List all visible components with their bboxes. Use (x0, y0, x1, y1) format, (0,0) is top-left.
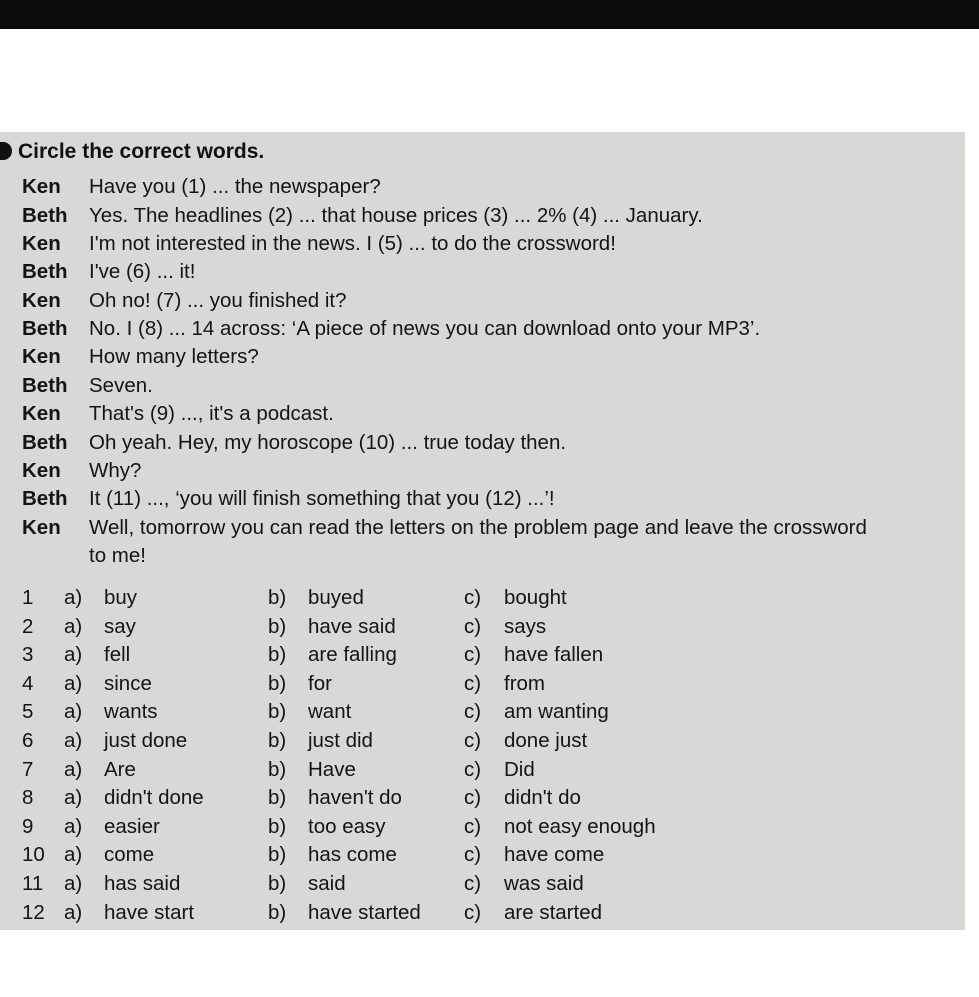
choice-text: from (504, 671, 545, 695)
choice-text: just did (308, 729, 373, 752)
instruction-bullet (0, 142, 12, 160)
choice-b[interactable] (268, 586, 364, 610)
dialogue-text: I'm not interested in the news. I (5) ... to do the crossword! (89, 232, 616, 255)
choice-b[interactable] (268, 758, 356, 782)
choice-letter: a) (64, 814, 83, 838)
option-row (0, 729, 960, 757)
dialogue-line (22, 516, 867, 540)
speaker-name: Beth (22, 260, 68, 283)
choice-text: Are (104, 757, 136, 781)
choice-letter: b) (268, 700, 287, 724)
choice-letter: b) (268, 872, 287, 895)
choice-text: have fallen (504, 643, 604, 667)
option-row (0, 643, 960, 671)
dialogue-text: I've (6) ... it! (89, 260, 196, 283)
choice-a[interactable] (64, 615, 136, 639)
choice-text: wants (104, 700, 158, 724)
choice-letter: a) (64, 900, 83, 924)
choice-text: says (504, 614, 547, 638)
choice-letter: c) (464, 586, 482, 609)
choice-a[interactable] (64, 672, 152, 696)
choice-a[interactable] (64, 643, 130, 667)
speaker-name: Ken (22, 345, 61, 368)
choice-text: have started (308, 900, 421, 924)
choice-text: was said (504, 872, 584, 895)
speaker-name: Ken (22, 459, 61, 482)
question-number: 11 (22, 872, 44, 895)
question-number: 1 (22, 586, 34, 609)
choice-letter: c) (464, 700, 482, 724)
choice-text: for (308, 671, 332, 695)
dialogue-line (22, 431, 566, 455)
choice-a[interactable] (64, 901, 194, 925)
dialogue-text: No. I (8) ... 14 across: ‘A piece of news you can download onto your MP3’. (89, 317, 761, 340)
option-row (0, 758, 960, 786)
worksheet-page (0, 132, 965, 930)
choice-b[interactable] (268, 672, 332, 696)
choice-text: have start (104, 900, 195, 924)
choice-c[interactable] (464, 872, 584, 896)
choice-c[interactable] (464, 729, 587, 753)
speaker-name: Ken (22, 402, 61, 425)
choice-letter: a) (64, 586, 83, 609)
dialogue-line (22, 260, 195, 284)
choice-text: Did (504, 757, 535, 781)
option-row (0, 901, 960, 929)
question-number: 6 (22, 729, 34, 752)
choice-letter: b) (268, 757, 287, 781)
speaker-name: Beth (22, 317, 68, 340)
choice-c[interactable] (464, 901, 602, 925)
choice-text: haven't do (308, 786, 402, 810)
question-number: 8 (22, 786, 34, 810)
option-row (0, 615, 960, 643)
choice-letter: c) (464, 757, 482, 781)
speaker-name: Ken (22, 516, 61, 539)
choice-letter: a) (64, 872, 83, 895)
choice-letter: a) (64, 843, 83, 867)
choice-text: am wanting (504, 700, 609, 724)
dialogue-line (22, 402, 334, 426)
choice-c[interactable] (464, 843, 604, 867)
dialogue-text: How many letters? (89, 345, 259, 368)
dialogue-text: That's (9) ..., it's a podcast. (89, 402, 334, 425)
choice-b[interactable] (268, 700, 351, 724)
choice-a[interactable] (64, 872, 180, 896)
option-row (0, 815, 960, 843)
option-row (0, 786, 960, 814)
choice-b[interactable] (268, 815, 386, 839)
choice-a[interactable] (64, 758, 136, 782)
dialogue-text: Have you (1) ... the newspaper? (89, 175, 381, 198)
choice-b[interactable] (268, 643, 397, 667)
choice-text: are falling (308, 643, 397, 667)
choice-b[interactable] (268, 729, 373, 753)
dialogue-line (22, 374, 153, 398)
choice-letter: a) (64, 757, 83, 781)
option-row (0, 672, 960, 700)
option-row (0, 843, 960, 871)
choice-text: done just (504, 729, 588, 752)
choice-letter: a) (64, 671, 83, 695)
choice-c[interactable] (464, 672, 545, 696)
dialogue-line (22, 289, 347, 313)
choice-text: bought (504, 586, 567, 609)
dialogue-text: Oh yeah. Hey, my horoscope (10) ... true today then. (89, 431, 567, 454)
choice-c[interactable] (464, 643, 603, 667)
option-row (0, 586, 960, 614)
dialogue-line (22, 317, 760, 341)
choice-a[interactable] (64, 843, 154, 867)
dialogue-line (22, 487, 555, 511)
choice-text: fell (104, 643, 131, 667)
choice-text: are started (504, 900, 602, 924)
choice-letter: b) (268, 786, 287, 810)
choice-c[interactable] (464, 615, 546, 639)
choice-letter: c) (464, 900, 482, 924)
choice-letter: a) (64, 700, 83, 724)
option-row (0, 872, 960, 900)
question-number: 10 (22, 843, 45, 867)
dialogue-line (22, 232, 616, 256)
question-number: 4 (22, 671, 34, 695)
choice-text: just done (104, 729, 188, 752)
speaker-name: Ken (22, 175, 61, 198)
choice-letter: c) (464, 671, 482, 695)
dialogue-text: Seven. (89, 374, 153, 397)
choice-b[interactable] (268, 901, 421, 925)
speaker-name: Beth (22, 374, 68, 397)
choice-letter: a) (64, 729, 83, 752)
choice-b[interactable] (268, 872, 346, 896)
choice-a[interactable] (64, 786, 204, 810)
choice-text: buy (104, 586, 138, 609)
choice-a[interactable] (64, 729, 187, 753)
dialogue-text: Why? (89, 459, 142, 482)
choice-c[interactable] (464, 586, 567, 610)
choice-text: have said (308, 614, 396, 638)
choice-a[interactable] (64, 815, 160, 839)
choice-letter: b) (268, 614, 287, 638)
choice-letter: b) (268, 814, 287, 838)
choice-letter: b) (268, 900, 287, 924)
choice-a[interactable] (64, 586, 137, 610)
choice-letter: c) (464, 843, 482, 867)
choice-b[interactable] (268, 843, 397, 867)
question-number: 9 (22, 814, 34, 838)
choice-letter: b) (268, 586, 287, 609)
choice-text: too easy (308, 814, 386, 838)
choice-text: said (308, 872, 346, 895)
question-number: 12 (22, 900, 45, 924)
choice-letter: b) (268, 671, 287, 695)
choice-letter: c) (464, 643, 482, 667)
choice-c[interactable] (464, 700, 609, 724)
speaker-name: Beth (22, 487, 68, 510)
choice-text: have come (504, 843, 605, 867)
choice-text: has said (104, 872, 181, 895)
choice-letter: a) (64, 614, 83, 638)
choice-b[interactable] (268, 615, 396, 639)
dialogue-text: It (11) ..., ‘you will finish something that you (12) ...’! (89, 487, 555, 510)
dialogue-line (22, 204, 703, 228)
dialogue-text: Oh no! (7) ... you finished it? (89, 289, 347, 312)
choice-c[interactable] (464, 786, 581, 810)
choice-c[interactable] (464, 758, 535, 782)
speaker-name: Beth (22, 204, 68, 227)
dialogue-line (22, 459, 141, 483)
choice-text: didn't done (104, 786, 204, 810)
question-number: 5 (22, 700, 34, 724)
choice-letter: c) (464, 872, 482, 895)
choice-text: say (104, 614, 136, 638)
dialogue-line (22, 345, 259, 369)
speaker-name: Ken (22, 232, 61, 255)
dialogue-text: Yes. The headlines (2) ... that house prices (3) ... 2% (4) ... January. (89, 204, 703, 227)
choice-letter: b) (268, 643, 287, 667)
choice-letter: a) (64, 643, 83, 667)
choice-text: buyed (308, 586, 364, 609)
choice-c[interactable] (464, 815, 656, 839)
choice-letter: b) (268, 729, 287, 752)
choice-letter: a) (64, 786, 83, 810)
dialogue-line (22, 175, 381, 199)
choice-text: not easy enough (504, 814, 656, 838)
instruction-heading: Circle the correct words. (18, 140, 265, 163)
choice-text: has come (308, 843, 397, 867)
choice-text: want (308, 700, 352, 724)
choice-a[interactable] (64, 700, 158, 724)
speaker-name: Beth (22, 431, 68, 454)
choice-text: Have (308, 757, 356, 781)
choice-text: since (104, 671, 152, 695)
choice-letter: c) (464, 729, 482, 752)
choice-letter: c) (464, 814, 482, 838)
top-black-bar (0, 0, 979, 29)
choice-letter: b) (268, 843, 287, 867)
question-number: 3 (22, 643, 34, 667)
question-number: 7 (22, 757, 34, 781)
choice-text: easier (104, 814, 160, 838)
dialogue-text: Well, tomorrow you can read the letters on the problem page and leave the crossword (89, 516, 867, 539)
choice-text: didn't do (504, 786, 581, 810)
choice-letter: c) (464, 786, 482, 810)
choice-text: come (104, 843, 155, 867)
option-row (0, 700, 960, 728)
question-number: 2 (22, 614, 34, 638)
dialogue-continuation: to me! (89, 544, 146, 567)
speaker-name: Ken (22, 289, 61, 312)
choice-b[interactable] (268, 786, 402, 810)
choice-letter: c) (464, 614, 482, 638)
